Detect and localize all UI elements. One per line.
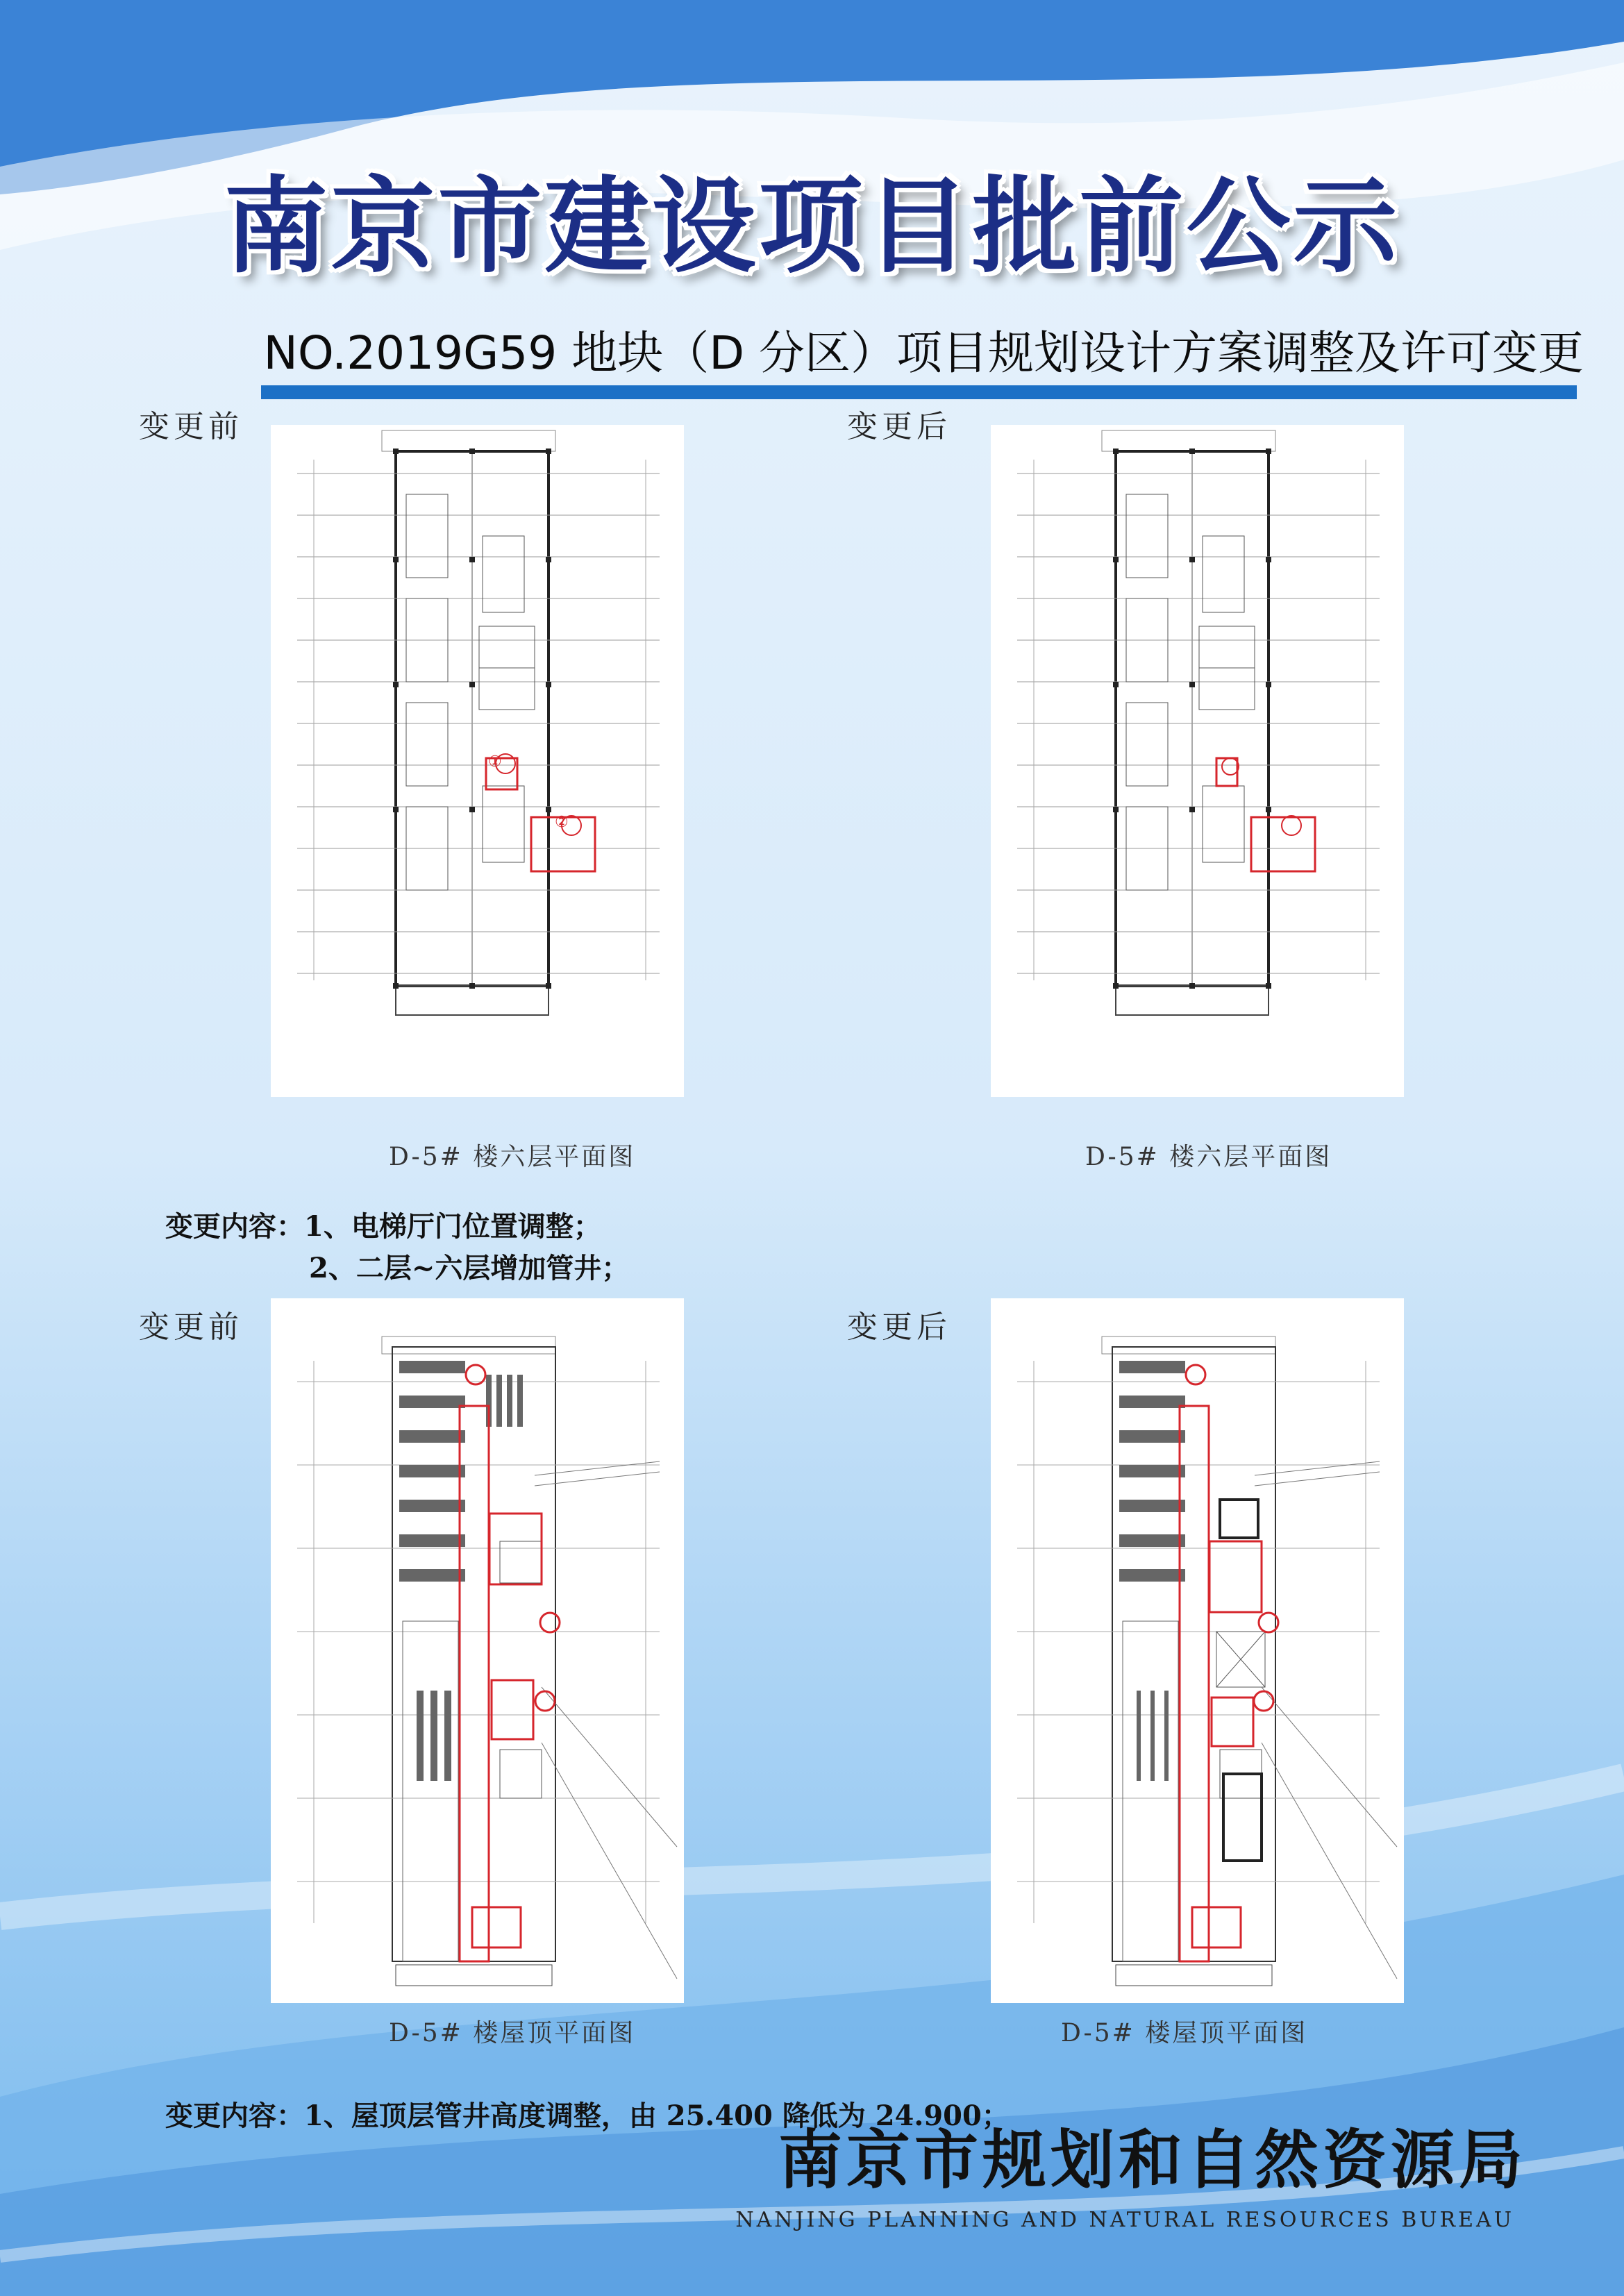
before-label-2: 变更前 <box>139 1309 243 1345</box>
caption-before-6f: D-5# 楼六层平面图 <box>389 1143 636 1171</box>
change-marker-2: ② <box>555 814 569 831</box>
change-note-2: 变更内容：1、屋顶层管井高度调整，由 25.400 降低为 24.900； <box>165 2100 1010 2132</box>
change-note-1-line2: 2、二层~六层增加管井； <box>309 1252 630 1284</box>
page-subtitle: NO.2019G59 地块（D 分区）项目规划设计方案调整及许可变更 <box>263 326 1584 380</box>
caption-before-roof: D-5# 楼屋顶平面图 <box>389 2019 636 2047</box>
before-label-1: 变更前 <box>139 409 243 444</box>
roof-plan-before <box>271 1298 684 2003</box>
after-label-1: 变更后 <box>847 409 951 444</box>
after-label-2: 变更后 <box>847 1309 951 1345</box>
caption-after-roof: D-5# 楼屋顶平面图 <box>1061 2019 1308 2047</box>
floor-plan-before-6f <box>271 425 684 1097</box>
change-note-1-line1: 变更内容：1、电梯厅门位置调整； <box>165 1210 601 1243</box>
floor-plan-after-6f <box>991 425 1404 1097</box>
page-title: 南京市建设项目批前公示 <box>224 165 1400 287</box>
title-divider <box>261 385 1577 399</box>
bureau-name-en: NANJING PLANNING AND NATURAL RESOURCES BUREAU <box>735 2208 1514 2232</box>
bureau-name-cn: 南京市规划和自然资源局 <box>778 2122 1527 2197</box>
caption-after-6f: D-5# 楼六层平面图 <box>1085 1143 1332 1171</box>
change-marker-1: ① <box>488 753 502 771</box>
roof-plan-after <box>991 1298 1404 2003</box>
